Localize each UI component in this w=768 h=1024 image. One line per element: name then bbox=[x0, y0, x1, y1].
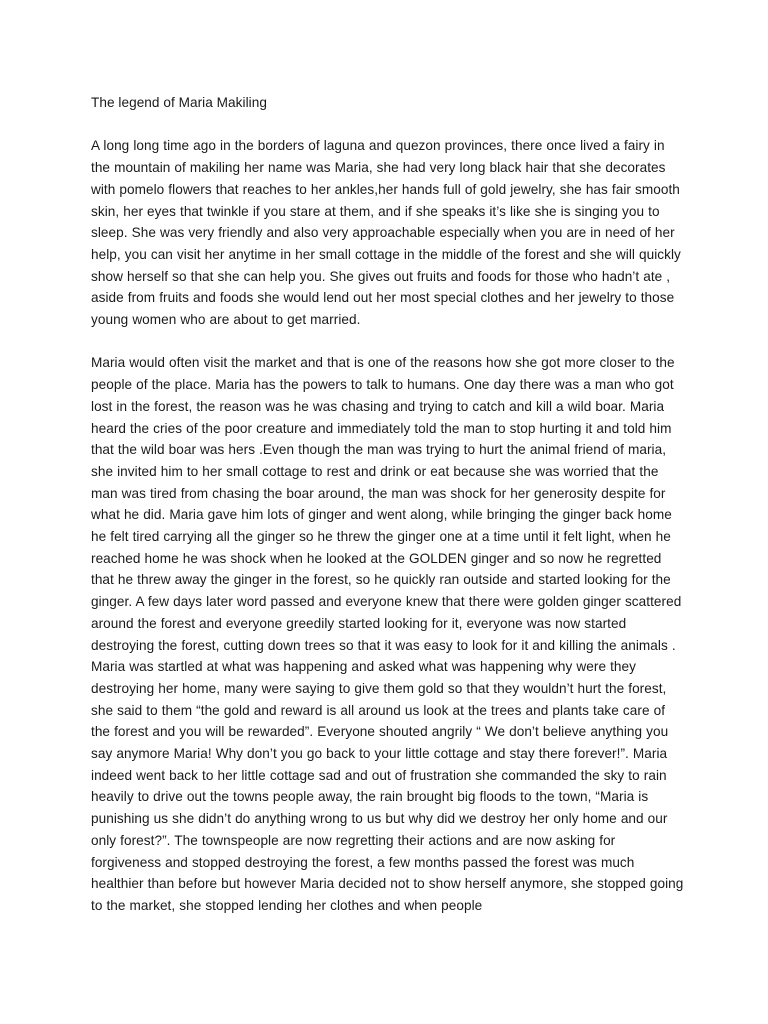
document-body bbox=[91, 92, 687, 938]
document-title: The legend of Maria Makiling bbox=[91, 95, 267, 110]
paragraph-2: Maria would often visit the market and that is one of the reasons how she got more closer to the people of the place. Maria has the powers to talk to humans. One day there was a man who got lost in the forest, the reason was he was chasing and trying to catch and kill a wild boar. Maria heard the cries of the poor creature and immediately told the man to stop hurting it and told him that the wild boar was hers .Even though the man was trying to hurt the animal friend of maria, she invited him to her small cottage to rest and drink or eat because she was worried that the man was tired from chasing the boar around, the man was shock for her generosity despite for what he did. Maria gave him lots of ginger and went along, while bringing the ginger back home he felt tired carrying all the ginger so he threw the ginger one at a time until it felt light, when he reached home he was shock when he looked at the GOLDEN ginger and so now he regretted that he threw away the ginger in the forest, so he quickly ran outside and started looking for the ginger. A few days later word passed and everyone knew that there were golden ginger scattered around the forest and everyone greedily started looking for it, everyone was now started destroying the forest, cutting down trees so that it was easy to look for it and killing the animals . Maria was startled at what was happening and asked what was happening why were they destroying her home, many were saying to give them gold so that they wouldn’t hurt the forest, she said to them “the gold and reward is all around us look at the trees and plants take care of the forest and you will be rewarded”. Everyone shouted angrily “ We don’t believe anything you say anymore Maria! Why don’t you go back to your little cottage and stay there forever!”. Maria indeed went back to her little cottage sad and out of frustration she commanded the sky to rain heavily to drive out the towns people away, the rain brought big floods to the town, “Maria is punishing us she didn’t do anything wrong to us but why did we destroy her only home and our only forest?”. The townspeople are now regretting their actions and are now asking for forgiveness and stopped destroying the forest, a few months passed the forest was much healthier than before but however Maria decided not to show herself anymore, she stopped going to the market, she stopped lending her clothes and when people bbox=[91, 355, 684, 913]
paragraph-1: A long long time ago in the borders of laguna and quezon provinces, there once lived a fairy in the mountain of makiling her name was Maria, she had very long black hair that she decorates with pomelo flowers that reaches to her ankles,her hands full of gold jewelry, she has fair smooth skin, her eyes that twinkle if you stare at them, and if she speaks it’s like she is singing you to sleep. She was very friendly and also very approachable especially when you are in need of her help, you can visit her anytime in her small cottage in the middle of the forest and she will quickly show herself so that she can help you. She gives out fruits and foods for those who hadn’t ate , aside from fruits and foods she would lend out her most special clothes and her jewelry to those young women who are about to get married. bbox=[91, 138, 681, 328]
